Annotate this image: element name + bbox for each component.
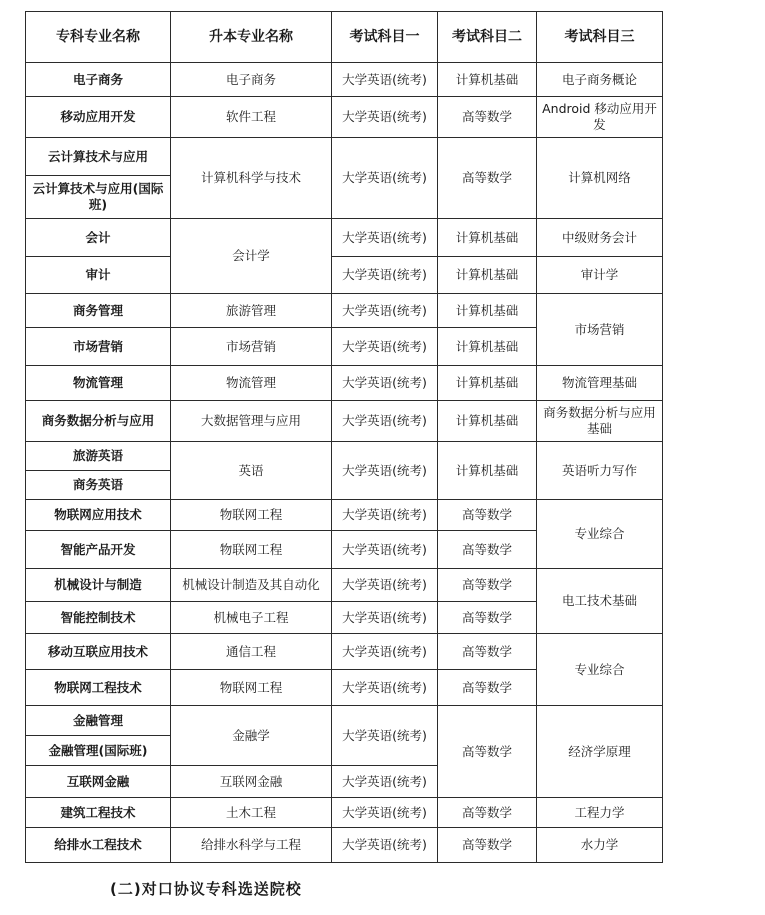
exam-subject-3-cell: 市场营销 bbox=[537, 294, 663, 366]
exam-subject-3-cell: 工程力学 bbox=[537, 798, 663, 828]
exam-subject-1-cell: 大学英语(统考) bbox=[332, 442, 438, 500]
major-mapping-table bbox=[25, 11, 663, 863]
exam-subject-2-cell: 高等数学 bbox=[438, 602, 537, 634]
college-major-cell: 电子商务 bbox=[26, 63, 171, 97]
exam-subject-3-cell: 水力学 bbox=[537, 828, 663, 863]
exam-subject-2-cell: 计算机基础 bbox=[438, 328, 537, 366]
undergrad-major-cell: 互联网金融 bbox=[171, 766, 332, 798]
exam-subject-3-cell: 审计学 bbox=[537, 257, 663, 294]
exam-subject-1-cell: 大学英语(统考) bbox=[332, 63, 438, 97]
undergrad-major-cell: 英语 bbox=[171, 442, 332, 500]
undergrad-major-cell: 机械设计制造及其自动化 bbox=[171, 569, 332, 602]
exam-subject-3-cell: 物流管理基础 bbox=[537, 366, 663, 401]
college-major-cell: 物联网工程技术 bbox=[26, 670, 171, 706]
exam-subject-3-cell: Android 移动应用开发 bbox=[537, 97, 663, 138]
exam-subject-2-cell: 计算机基础 bbox=[438, 442, 537, 500]
header-exam-subject-1: 考试科目一 bbox=[332, 12, 438, 63]
exam-subject-1-cell: 大学英语(统考) bbox=[332, 366, 438, 401]
exam-subject-1-cell: 大学英语(统考) bbox=[332, 219, 438, 257]
exam-subject-1-cell: 大学英语(统考) bbox=[332, 401, 438, 442]
exam-subject-2-cell: 高等数学 bbox=[438, 531, 537, 569]
college-major-cell: 金融管理(国际班) bbox=[26, 736, 171, 766]
table-row bbox=[26, 257, 663, 294]
undergrad-major-cell: 软件工程 bbox=[171, 97, 332, 138]
undergrad-major-cell: 市场营销 bbox=[171, 328, 332, 366]
exam-subject-1-cell: 大学英语(统考) bbox=[332, 766, 438, 798]
undergrad-major-cell: 物联网工程 bbox=[171, 670, 332, 706]
table-body bbox=[26, 63, 663, 863]
college-major-cell: 智能控制技术 bbox=[26, 602, 171, 634]
undergrad-major-cell: 电子商务 bbox=[171, 63, 332, 97]
college-major-cell: 移动互联应用技术 bbox=[26, 634, 171, 670]
table-row bbox=[26, 138, 663, 176]
exam-subject-1-cell: 大学英语(统考) bbox=[332, 602, 438, 634]
college-major-cell: 物联网应用技术 bbox=[26, 500, 171, 531]
exam-subject-2-cell: 高等数学 bbox=[438, 798, 537, 828]
table-header bbox=[26, 12, 663, 63]
table-row bbox=[26, 401, 663, 442]
exam-subject-1-cell: 大学英语(统考) bbox=[332, 531, 438, 569]
header-college-major: 专科专业名称 bbox=[26, 12, 171, 63]
college-major-cell: 机械设计与制造 bbox=[26, 569, 171, 602]
exam-subject-1-cell: 大学英语(统考) bbox=[332, 500, 438, 531]
exam-subject-1-cell: 大学英语(统考) bbox=[332, 138, 438, 219]
header-undergrad-major: 升本专业名称 bbox=[171, 12, 332, 63]
undergrad-major-cell: 大数据管理与应用 bbox=[171, 401, 332, 442]
exam-subject-1-cell: 大学英语(统考) bbox=[332, 294, 438, 328]
exam-subject-3-cell: 专业综合 bbox=[537, 500, 663, 569]
undergrad-major-cell: 旅游管理 bbox=[171, 294, 332, 328]
exam-subject-2-cell: 高等数学 bbox=[438, 569, 537, 602]
exam-subject-1-cell: 大学英语(统考) bbox=[332, 257, 438, 294]
undergrad-major-cell: 计算机科学与技术 bbox=[171, 138, 332, 219]
college-major-cell: 商务数据分析与应用 bbox=[26, 401, 171, 442]
undergrad-major-cell: 物联网工程 bbox=[171, 531, 332, 569]
exam-subject-2-cell: 计算机基础 bbox=[438, 294, 537, 328]
exam-subject-1-cell: 大学英语(统考) bbox=[332, 328, 438, 366]
exam-subject-2-cell: 计算机基础 bbox=[438, 63, 537, 97]
college-major-cell: 物流管理 bbox=[26, 366, 171, 401]
table-row bbox=[26, 569, 663, 602]
college-major-cell: 云计算技术与应用 bbox=[26, 138, 171, 176]
exam-subject-2-cell: 高等数学 bbox=[438, 828, 537, 863]
table-row bbox=[26, 442, 663, 471]
exam-subject-3-cell: 中级财务会计 bbox=[537, 219, 663, 257]
section-title: (二)对口协议专科选送院校 bbox=[110, 880, 302, 898]
exam-subject-3-cell: 经济学原理 bbox=[537, 706, 663, 798]
college-major-cell: 建筑工程技术 bbox=[26, 798, 171, 828]
exam-subject-2-cell: 高等数学 bbox=[438, 138, 537, 219]
college-major-cell: 商务管理 bbox=[26, 294, 171, 328]
table-row bbox=[26, 798, 663, 828]
exam-subject-2-cell: 计算机基础 bbox=[438, 366, 537, 401]
table-row bbox=[26, 500, 663, 531]
undergrad-major-cell: 机械电子工程 bbox=[171, 602, 332, 634]
college-major-cell: 互联网金融 bbox=[26, 766, 171, 798]
undergrad-major-cell: 给排水科学与工程 bbox=[171, 828, 332, 863]
exam-subject-3-cell: 电子商务概论 bbox=[537, 63, 663, 97]
exam-subject-3-cell: 计算机网络 bbox=[537, 138, 663, 219]
undergrad-major-cell: 金融学 bbox=[171, 706, 332, 766]
exam-subject-1-cell: 大学英语(统考) bbox=[332, 670, 438, 706]
exam-subject-2-cell: 计算机基础 bbox=[438, 257, 537, 294]
table-row bbox=[26, 366, 663, 401]
college-major-cell: 旅游英语 bbox=[26, 442, 171, 471]
undergrad-major-cell: 物联网工程 bbox=[171, 500, 332, 531]
exam-subject-1-cell: 大学英语(统考) bbox=[332, 634, 438, 670]
exam-subject-2-cell: 计算机基础 bbox=[438, 219, 537, 257]
college-major-cell: 审计 bbox=[26, 257, 171, 294]
college-major-cell: 金融管理 bbox=[26, 706, 171, 736]
college-major-cell: 市场营销 bbox=[26, 328, 171, 366]
college-major-cell: 云计算技术与应用(国际班) bbox=[26, 176, 171, 219]
exam-subject-3-cell: 专业综合 bbox=[537, 634, 663, 706]
header-exam-subject-2: 考试科目二 bbox=[438, 12, 537, 63]
college-major-cell: 会计 bbox=[26, 219, 171, 257]
table-row bbox=[26, 97, 663, 138]
college-major-cell: 移动应用开发 bbox=[26, 97, 171, 138]
exam-subject-1-cell: 大学英语(统考) bbox=[332, 569, 438, 602]
table-row bbox=[26, 294, 663, 328]
exam-subject-2-cell: 高等数学 bbox=[438, 706, 537, 798]
table-row bbox=[26, 219, 663, 257]
exam-subject-2-cell: 高等数学 bbox=[438, 500, 537, 531]
college-major-cell: 商务英语 bbox=[26, 471, 171, 500]
table-row bbox=[26, 634, 663, 670]
undergrad-major-cell: 通信工程 bbox=[171, 634, 332, 670]
exam-subject-3-cell: 电工技术基础 bbox=[537, 569, 663, 634]
header-exam-subject-3: 考试科目三 bbox=[537, 12, 663, 63]
undergrad-major-cell: 土木工程 bbox=[171, 798, 332, 828]
table-row bbox=[26, 828, 663, 863]
college-major-cell: 智能产品开发 bbox=[26, 531, 171, 569]
undergrad-major-cell: 物流管理 bbox=[171, 366, 332, 401]
college-major-cell: 给排水工程技术 bbox=[26, 828, 171, 863]
exam-subject-1-cell: 大学英语(统考) bbox=[332, 706, 438, 766]
exam-subject-2-cell: 高等数学 bbox=[438, 634, 537, 670]
table-row bbox=[26, 63, 663, 97]
exam-subject-2-cell: 计算机基础 bbox=[438, 401, 537, 442]
exam-subject-1-cell: 大学英语(统考) bbox=[332, 828, 438, 863]
exam-subject-2-cell: 高等数学 bbox=[438, 670, 537, 706]
undergrad-major-cell: 会计学 bbox=[171, 219, 332, 294]
exam-subject-3-cell: 商务数据分析与应用基础 bbox=[537, 401, 663, 442]
exam-subject-2-cell: 高等数学 bbox=[438, 97, 537, 138]
exam-subject-1-cell: 大学英语(统考) bbox=[332, 97, 438, 138]
exam-subject-1-cell: 大学英语(统考) bbox=[332, 798, 438, 828]
table-row bbox=[26, 706, 663, 736]
exam-subject-3-cell: 英语听力写作 bbox=[537, 442, 663, 500]
header-row bbox=[26, 12, 663, 63]
